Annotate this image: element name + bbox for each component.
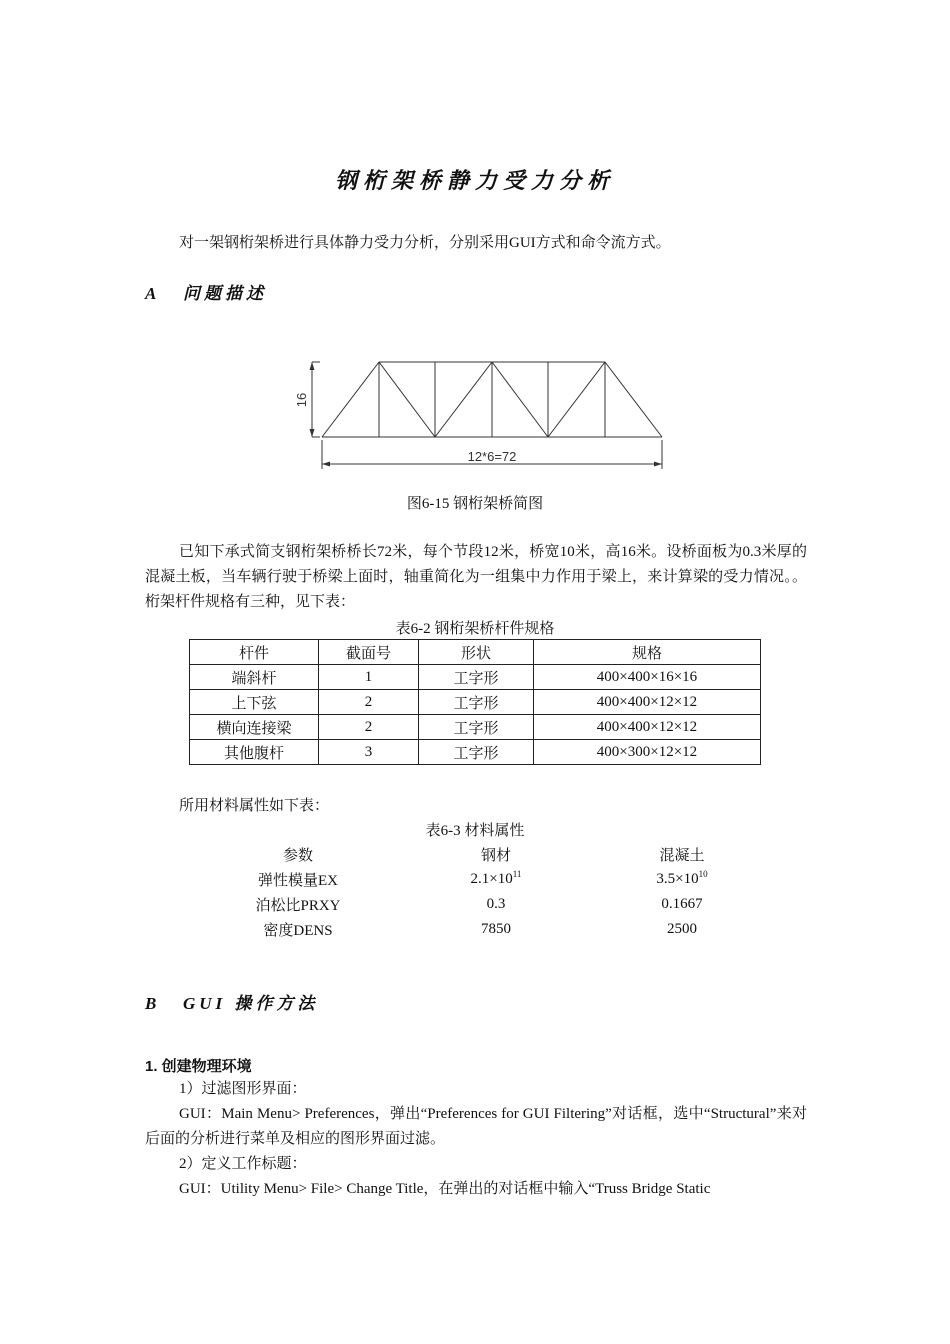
table-cell: 7850 <box>481 921 511 937</box>
description-paragraph: 已知下承式简支钢桁架桥桥长72米，每个节段12米，桥宽10米，高16米。设桥面板为0.3米厚的混凝土板，当车辆行驶于桥梁上面时，轴重简化为一组集中力作用于梁上，来计算梁的受力情况。。桁架杆件规格有三种，见下表： <box>145 544 807 610</box>
material-table <box>198 842 770 942</box>
table-cell: 弹性模量EX <box>258 873 338 889</box>
diagonal-1 <box>379 362 435 437</box>
step1-gui1: GUI：Main Menu> Preferences，弹出“Preferences for GUI Filtering”对话框，选中“Structural”来对后面的分析进行菜单及相应的图形界面过滤。 <box>145 1106 807 1147</box>
header-cell: 钢材 <box>480 848 511 864</box>
section-a-letter: A <box>145 284 161 303</box>
table-row <box>190 690 761 715</box>
table-cell: 工字形 <box>419 690 534 715</box>
height-arrow-top <box>310 362 315 370</box>
table-row <box>198 892 770 917</box>
diagonal-2 <box>435 362 492 437</box>
section-b-title: GUI 操作方法 <box>183 994 319 1013</box>
height-arrow-bottom <box>310 429 315 437</box>
table-cell <box>398 867 594 892</box>
diagonal-4 <box>548 362 605 437</box>
table-row <box>190 665 761 690</box>
table-cell: 400×400×12×12 <box>534 715 761 740</box>
table-cell: 密度DENS <box>263 923 333 939</box>
table-cell: 端斜杆 <box>190 665 319 690</box>
step1-gui2: GUI：Utility Menu> File> Change Title，在弹出的对话框中输入“Truss Bridge Static <box>179 1181 711 1197</box>
table-cell: 工字形 <box>419 715 534 740</box>
header-cell: 杆件 <box>190 640 319 665</box>
spec-table <box>189 639 761 765</box>
table-cell: 400×300×12×12 <box>534 740 761 765</box>
height-label: 16 <box>294 392 309 408</box>
table-header-row <box>198 842 770 867</box>
concrete-ex-base: 3.5×10 <box>656 871 699 887</box>
table-cell: 工字形 <box>419 665 534 690</box>
section-a-title: 问题描述 <box>183 284 267 303</box>
page-title: 钢桁架桥静力受力分析 <box>334 168 615 193</box>
end-diagonal-right <box>605 362 662 437</box>
table-cell: 2500 <box>667 921 697 937</box>
table-spec-caption: 表6-2 钢桁架桥杆件规格 <box>395 621 555 637</box>
table-cell: 2 <box>319 715 419 740</box>
table-row <box>198 917 770 942</box>
table-header-row <box>190 640 761 665</box>
header-cell: 参数 <box>282 848 313 864</box>
table-cell: 400×400×16×16 <box>534 665 761 690</box>
table-cell: 横向连接梁 <box>190 715 319 740</box>
truss-diagram <box>280 350 680 480</box>
section-b-heading <box>145 989 318 1014</box>
span-arrow-right <box>654 462 662 467</box>
span-label: 12*6=72 <box>467 449 517 464</box>
header-cell: 截面号 <box>319 640 419 665</box>
table-cell: 2 <box>319 690 419 715</box>
concrete-ex-exponent: 10 <box>698 869 708 879</box>
diagonal-3 <box>492 362 548 437</box>
steel-ex-base: 2.1×10 <box>470 871 513 887</box>
table-cell <box>594 867 770 892</box>
table-cell: 400×400×12×12 <box>534 690 761 715</box>
table-cell: 工字形 <box>419 740 534 765</box>
table-cell: 其他腹杆 <box>190 740 319 765</box>
step1-sub1: 1）过滤图形界面： <box>179 1081 307 1097</box>
header-cell: 形状 <box>419 640 534 665</box>
step1-sub2: 2）定义工作标题： <box>179 1156 307 1172</box>
table-row <box>190 740 761 765</box>
table-row <box>190 715 761 740</box>
section-b-letter: B <box>145 994 161 1013</box>
section-a-heading <box>145 279 267 304</box>
header-cell: 规格 <box>534 640 761 665</box>
table-cell: 上下弦 <box>190 690 319 715</box>
table-cell: 0.1667 <box>661 896 703 912</box>
header-cell: 混凝土 <box>659 848 705 864</box>
table-cell: 泊松比PRXY <box>255 898 341 914</box>
table-row <box>198 867 770 892</box>
end-diagonal-left <box>322 362 379 437</box>
intro-paragraph: 对一架钢桁架桥进行具体静力受力分析，分别采用GUI方式和命令流方式。 <box>179 235 671 251</box>
table-cell: 1 <box>319 665 419 690</box>
table-cell: 3 <box>319 740 419 765</box>
span-arrow-left <box>322 462 330 467</box>
step1-heading: 1. 创建物理环境 <box>145 1058 252 1075</box>
table-material-caption: 表6-3 材料属性 <box>425 823 525 839</box>
figure-caption: 图6-15 钢桁架桥简图 <box>406 496 544 512</box>
steel-ex-exponent: 11 <box>512 869 522 879</box>
table-cell: 0.3 <box>486 896 506 912</box>
material-intro: 所用材料属性如下表： <box>179 798 330 814</box>
